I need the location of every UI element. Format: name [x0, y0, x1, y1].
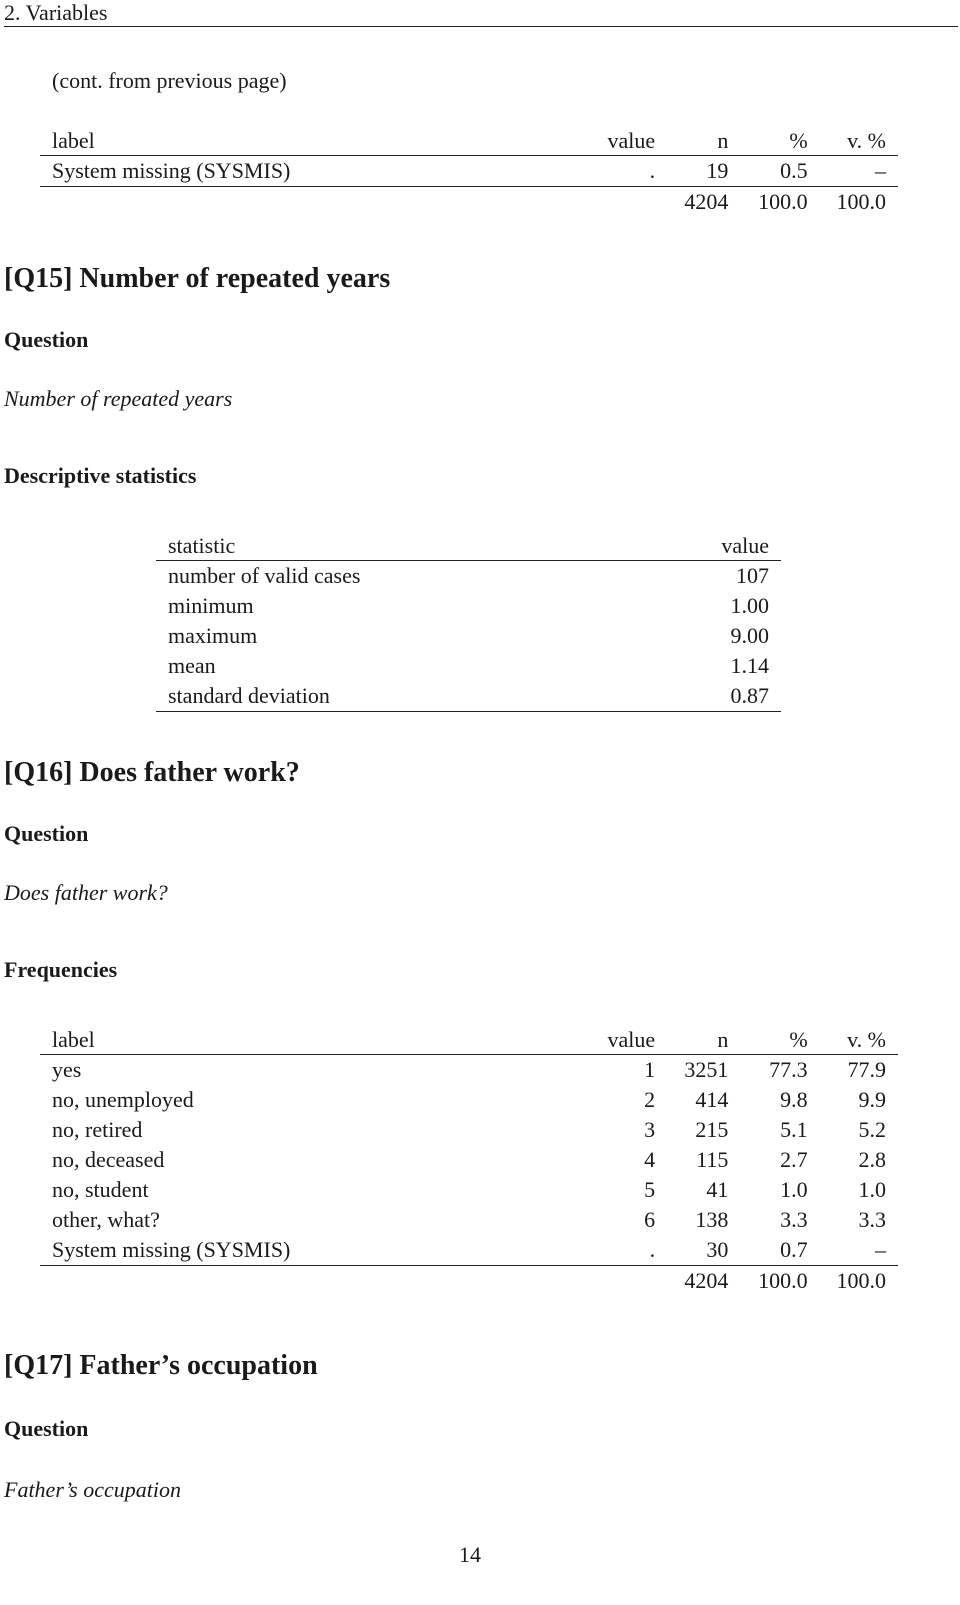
column-header-valid-percent: v. %	[808, 123, 898, 156]
cell-percent: 2.7	[780, 1147, 808, 1172]
continuation-frequency-table	[40, 123, 898, 217]
column-header-statistic: statistic	[156, 528, 640, 561]
total-n: 4204	[684, 189, 729, 214]
column-header-n: n	[655, 1022, 728, 1055]
total-valid-percent: 100.0	[836, 1268, 886, 1293]
cell-value: 0.87	[640, 681, 781, 712]
cell-label: no, student	[52, 1177, 149, 1202]
cell-valid-percent: 3.3	[858, 1207, 886, 1232]
cell-value: 6	[644, 1207, 656, 1232]
column-header-label: label	[40, 123, 580, 156]
cell-statistic: maximum	[168, 623, 258, 648]
cell-statistic: number of valid cases	[168, 563, 361, 588]
q16-question-text: Does father work?	[4, 880, 168, 905]
table-header-row	[40, 123, 898, 156]
q16-frequency-table	[40, 1022, 898, 1296]
table-row	[40, 1235, 898, 1266]
cell-value: .	[580, 156, 655, 187]
cell-value: 2	[644, 1087, 656, 1112]
cell-valid-percent: 5.2	[858, 1117, 886, 1142]
cell-value: 9.00	[730, 623, 769, 648]
q15-question-text: Number of repeated years	[4, 386, 233, 411]
cell-percent: 9.8	[780, 1087, 808, 1112]
table-row	[40, 1055, 898, 1086]
cell-statistic: mean	[168, 653, 216, 678]
running-header: 2. Variables	[4, 0, 108, 25]
table-total-row	[40, 1266, 898, 1297]
table-row	[156, 651, 781, 681]
column-header-value: value	[580, 1022, 655, 1055]
cell-valid-percent: –	[808, 156, 898, 187]
table-row	[156, 621, 781, 651]
cell-label: no, retired	[52, 1117, 143, 1142]
q15-title: [Q15] Number of repeated years	[4, 263, 391, 294]
column-header-value: value	[580, 123, 655, 156]
table-row	[40, 1205, 898, 1235]
cell-n: 215	[695, 1117, 729, 1142]
cell-value: 1	[644, 1057, 656, 1082]
table-header-row	[40, 1022, 898, 1055]
table-total-row	[40, 187, 898, 218]
page-number: 14	[459, 1542, 481, 1567]
cell-label: no, unemployed	[52, 1087, 194, 1112]
cell-label: System missing (SYSMIS)	[40, 156, 580, 187]
total-percent: 100.0	[758, 1268, 808, 1293]
cell-n: 19	[655, 156, 728, 187]
cell-value: 5	[644, 1177, 656, 1202]
table-row	[40, 1145, 898, 1175]
cell-n: 41	[706, 1177, 729, 1202]
cell-valid-percent: 1.0	[858, 1177, 886, 1202]
q17-title: [Q17] Father’s occupation	[4, 1350, 318, 1381]
cell-statistic: minimum	[168, 593, 254, 618]
column-header-value: value	[640, 528, 781, 561]
column-header-percent: %	[728, 123, 807, 156]
cell-value: 1.14	[730, 653, 769, 678]
cell-label: other, what?	[52, 1207, 160, 1232]
cell-percent: 5.1	[780, 1117, 808, 1142]
header-rule	[4, 26, 958, 27]
cell-n: 414	[695, 1087, 729, 1112]
column-header-valid-percent: v. %	[808, 1022, 898, 1055]
cell-value: 3	[644, 1117, 656, 1142]
cell-label: no, deceased	[52, 1147, 165, 1172]
table-row	[40, 156, 898, 187]
table-row	[156, 681, 781, 712]
cell-n: 138	[695, 1207, 729, 1232]
cell-percent: 0.5	[728, 156, 807, 187]
q15-question-heading: Question	[4, 327, 89, 352]
cell-valid-percent: –	[808, 1235, 898, 1266]
column-header-n: n	[655, 123, 728, 156]
total-valid-percent: 100.0	[836, 189, 886, 214]
table-row	[156, 591, 781, 621]
continuation-note: (cont. from previous page)	[52, 68, 287, 93]
cell-label: yes	[52, 1057, 82, 1082]
cell-percent: 3.3	[780, 1207, 808, 1232]
cell-label: System missing (SYSMIS)	[40, 1235, 580, 1266]
cell-percent: 77.3	[769, 1057, 808, 1082]
table-header-row	[156, 528, 781, 561]
q17-question-text: Father’s occupation	[4, 1477, 181, 1502]
cell-value: 4	[644, 1147, 656, 1172]
cell-value: .	[580, 1235, 655, 1266]
total-n: 4204	[684, 1268, 729, 1293]
q15-descriptive-statistics-table	[156, 528, 781, 712]
cell-n: 115	[696, 1147, 729, 1172]
table-row	[40, 1175, 898, 1205]
cell-statistic: standard deviation	[156, 681, 640, 712]
q15-stats-heading: Descriptive statistics	[4, 463, 197, 488]
column-header-percent: %	[728, 1022, 807, 1055]
q16-frequencies-heading: Frequencies	[4, 957, 118, 982]
cell-value: 1.00	[730, 593, 769, 618]
table-row	[40, 1085, 898, 1115]
total-percent: 100.0	[758, 189, 808, 214]
q17-question-heading: Question	[4, 1416, 89, 1441]
table-row	[156, 561, 781, 592]
cell-valid-percent: 2.8	[858, 1147, 886, 1172]
cell-n: 3251	[684, 1057, 729, 1082]
cell-percent: 0.7	[728, 1235, 807, 1266]
cell-value: 107	[736, 563, 769, 588]
table-row	[40, 1115, 898, 1145]
column-header-label: label	[40, 1022, 580, 1055]
cell-valid-percent: 77.9	[847, 1057, 886, 1082]
cell-n: 30	[655, 1235, 728, 1266]
cell-valid-percent: 9.9	[858, 1087, 886, 1112]
q16-question-heading: Question	[4, 821, 89, 846]
q16-title: [Q16] Does father work?	[4, 757, 300, 788]
cell-percent: 1.0	[780, 1177, 808, 1202]
